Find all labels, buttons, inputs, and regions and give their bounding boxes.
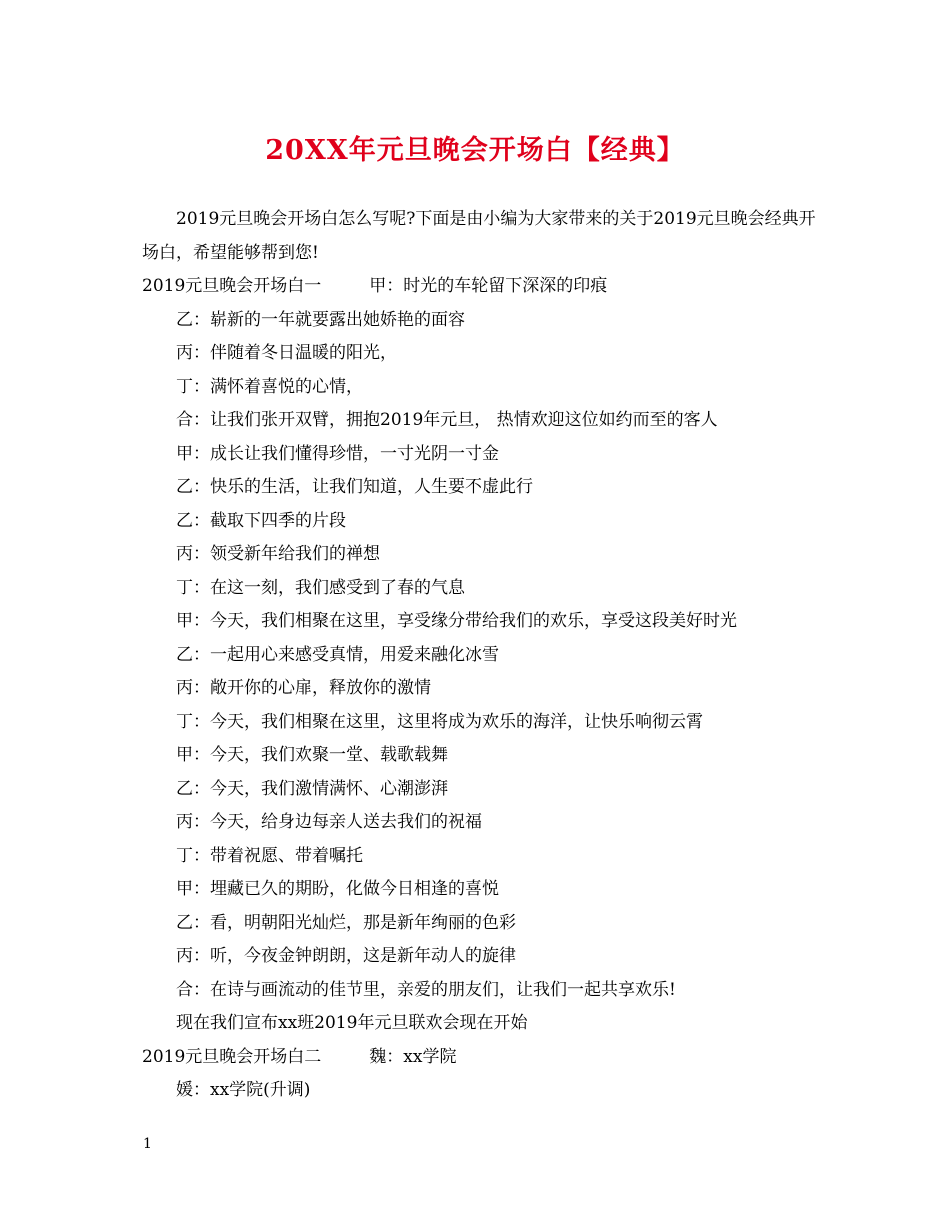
page-number: 1 <box>143 1136 152 1152</box>
section-heading: 2019元旦晚会开场白二 <box>142 1046 322 1067</box>
dialogue-line: 丁：带着祝愿、带着嘱托 <box>176 845 363 866</box>
dialogue-line: 现在我们宣布xx班2019年元旦联欢会现在开始 <box>176 1013 528 1033</box>
dialogue-line: 丁：在这一刻，我们感受到了春的气息 <box>176 577 465 598</box>
dialogue-line: 媛：xx学院(升调) <box>176 1080 311 1100</box>
section-heading-line <box>142 1041 822 1075</box>
dialogue-line: 甲：成长让我们懂得珍惜，一寸光阴一寸金 <box>176 443 499 464</box>
dialogue-line: 甲：时光的车轮留下深深的印痕 <box>369 276 608 296</box>
section-heading-line <box>142 270 822 304</box>
dialogue-line: 丙：领受新年给我们的禅想 <box>176 544 380 564</box>
dialogue-line: 合：在诗与画流动的佳节里，亲爱的朋友们，让我们一起共享欢乐! <box>176 979 676 1000</box>
dialogue-line: 甲：今天，我们相聚在这里，享受缘分带给我们的欢乐，享受这段美好时光 <box>176 611 737 631</box>
dialogue-line: 乙：崭新的一年就要露出她娇艳的面容 <box>176 309 465 330</box>
dialogue-line: 丙：听，今夜金钟朗朗，这是新年动人的旋律 <box>176 946 516 966</box>
intro-paragraph: 2019元旦晚会开场白怎么写呢?下面是由小编为大家带来的关于2019元旦晚会经典开场白，希望能够帮到您! <box>142 209 816 263</box>
dialogue-line: 乙：一起用心来感受真情，用爱来融化冰雪 <box>176 644 499 665</box>
dialogue-line: 丁：满怀着喜悦的心情， <box>176 376 363 397</box>
dialogue-line: 乙：看，明朝阳光灿烂，那是新年绚丽的色彩 <box>176 912 516 933</box>
dialogue-line: 甲：今天，我们欢聚一堂、载歌载舞 <box>176 745 448 765</box>
dialogue-line: 丙：今天，给身边每亲人送去我们的祝福 <box>176 812 482 832</box>
document-body <box>142 203 822 1108</box>
dialogue-line: 乙：今天，我们激情满怀、心潮澎湃 <box>176 778 448 799</box>
dialogue-list <box>142 304 822 1041</box>
dialogue-line: 魏：xx学院 <box>369 1046 457 1067</box>
document-title: 20XX年元旦晚会开场白【经典】 <box>265 135 685 166</box>
dialogue-line: 乙：快乐的生活，让我们知道，人生要不虚此行 <box>176 477 533 497</box>
dialogue-line: 丁：今天，我们相聚在这里，这里将成为欢乐的海洋，让快乐响彻云霄 <box>176 711 703 732</box>
dialogue-line: 合：让我们张开双臂，拥抱2019年元旦， 热情欢迎这位如约而至的客人 <box>176 410 718 430</box>
dialogue-line: 丙：伴随着冬日温暖的阳光， <box>176 343 397 363</box>
dialogue-line: 甲：埋藏已久的期盼，化做今日相逢的喜悦 <box>176 879 499 899</box>
dialogue-line: 乙：截取下四季的片段 <box>176 510 346 531</box>
section-heading: 2019元旦晚会开场白一 <box>142 276 322 296</box>
dialogue-line: 丙：敞开你的心扉，释放你的激情 <box>176 678 431 698</box>
